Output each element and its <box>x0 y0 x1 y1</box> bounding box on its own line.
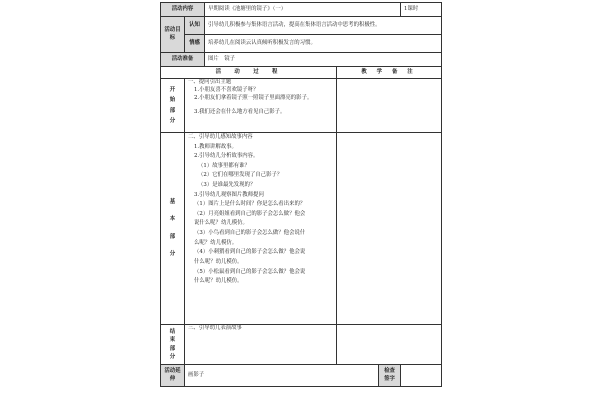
extension-text: 画影子 <box>185 365 379 387</box>
basic-label-char: 本 <box>169 216 176 223</box>
end-section-label <box>161 325 185 365</box>
end-section-content <box>185 325 337 365</box>
goals-label: 活动目标 <box>161 17 185 53</box>
process-line: 么呢？幼儿模仿。 <box>194 239 238 246</box>
process-line: （2）它们在哪里发现了自己影子？ <box>198 172 283 179</box>
process-line: （4）小刺猬看到自己的影子会怎么做？他会说 <box>194 249 306 256</box>
process-line: （1）故事里都有谁？ <box>198 162 250 169</box>
start-section-row <box>161 79 442 133</box>
process-line: （5）小松鼠看到自己的影子会怎么做？他会说 <box>194 268 306 275</box>
end-section-notes <box>337 325 442 365</box>
process-line: （3）是谁最先发现的？ <box>198 182 256 189</box>
process-header: 活 动 过 程 <box>161 67 337 79</box>
goal-text-emotion: 培养幼儿在阅读云认真倾听积极发言的习惯。 <box>205 35 442 53</box>
process-line: （1）图片上是什么时间？你是怎么看出来的？ <box>194 201 306 208</box>
basic-section-content <box>185 133 337 325</box>
process-line: 说什么呢？幼儿模仿。 <box>194 220 248 227</box>
start-section-content <box>185 79 337 133</box>
process-line: 3.我们还会在什么地方看见自己影子。 <box>194 109 286 116</box>
basic-label-char: 基 <box>169 198 176 205</box>
goal-text-cognitive: 引导幼儿积极参与集体语言活动，提高在集体语言活动中思考的积极性。 <box>205 17 442 35</box>
start-section-notes <box>337 79 442 133</box>
content-row <box>161 3 442 17</box>
process-line: 什么呢？幼儿模仿。 <box>194 258 243 265</box>
process-line: 2.小朋友们拿着镜子照一照镜子里面漂亮的影子。 <box>194 94 313 101</box>
goal-row-cognitive <box>161 17 442 35</box>
process-line: 三、引导幼儿表演故事 <box>188 325 242 331</box>
basic-section-row <box>161 133 442 325</box>
process-line: （3）小鸟看到自己的影子会怎么做？他会说什 <box>194 230 306 237</box>
goal-tag-emotion: 情感 <box>185 35 205 53</box>
prep-row <box>161 53 442 67</box>
basic-label-char: 部 <box>169 233 176 240</box>
end-section-row <box>161 325 442 365</box>
process-line: 什么呢？幼儿模仿。 <box>194 278 243 285</box>
process-line: 二、引导幼儿感知故事内容 <box>188 134 253 140</box>
start-section-label <box>161 79 185 133</box>
start-label-char: 部 <box>169 107 176 114</box>
process-line: 一、提问引出主题 <box>188 79 232 85</box>
notes-header: 教 学 备 注 <box>337 67 442 79</box>
extension-label: 活动延伸 <box>161 365 185 387</box>
goal-row-emotion <box>161 35 442 53</box>
goal-tag-cognitive: 认知 <box>185 17 205 35</box>
end-label-char: 分 <box>169 353 176 360</box>
start-label-char: 分 <box>169 117 176 124</box>
prep-text: 图片 镜子 <box>205 53 442 67</box>
check-sign-label: 检查签字 <box>379 365 401 387</box>
process-line: 1.教师讲解故事。 <box>194 143 237 150</box>
start-label-char: 开 <box>169 86 176 93</box>
hours-value: 1课时 <box>401 3 442 17</box>
process-line: 3.引导幼儿观察图片教师提问 <box>194 191 264 198</box>
prep-label: 活动准备 <box>161 53 205 67</box>
end-label-char: 部 <box>169 345 176 352</box>
process-line: 1.小朋友喜不喜欢镜子呀？ <box>194 86 259 93</box>
process-header-row <box>161 67 442 79</box>
process-line: 2.引导幼儿分析故事内容。 <box>194 153 259 160</box>
basic-section-notes <box>337 133 442 325</box>
lesson-plan-table <box>160 2 442 387</box>
basic-label-char: 分 <box>169 250 176 257</box>
basic-section-label <box>161 133 185 325</box>
extension-row <box>161 365 442 387</box>
check-sign-value <box>401 365 442 387</box>
start-label-char: 始 <box>169 97 176 104</box>
content-label: 活动内容 <box>161 3 205 17</box>
end-label-char: 束 <box>169 337 176 344</box>
end-label-char: 结 <box>169 328 176 335</box>
content-value: 早期阅读《池塘里的镜子》（一） <box>205 3 401 17</box>
process-line: （2）月亮姐姐看到自己的影子会怎么做？他会 <box>194 210 306 217</box>
